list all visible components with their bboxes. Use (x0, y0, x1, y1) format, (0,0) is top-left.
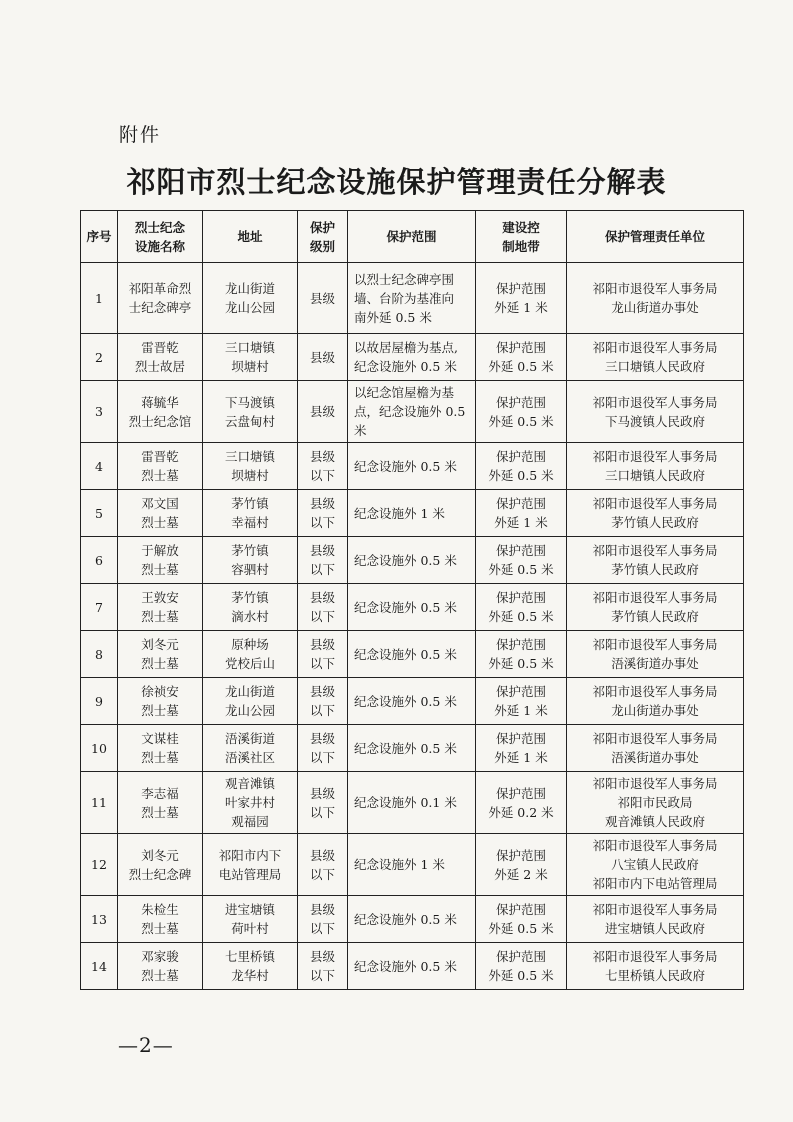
cell-protection-level: 县级 以下 (298, 772, 348, 834)
cell-construction-control-zone: 保护范围 外延 1 米 (476, 678, 567, 725)
cell-construction-control-zone: 保护范围 外延 0.5 米 (476, 334, 567, 381)
cell-construction-control-zone: 保护范围 外延 2 米 (476, 834, 567, 896)
cell-protection-level: 县级 (298, 263, 348, 334)
cell-facility-name: 祁阳革命烈 士纪念碑亭 (118, 263, 203, 334)
cell-protection-scope: 纪念设施外 0.5 米 (348, 678, 476, 725)
cell-address: 观音滩镇 叶家井村 观福园 (203, 772, 298, 834)
cell-construction-control-zone: 保护范围 外延 0.5 米 (476, 537, 567, 584)
cell-protection-level: 县级 (298, 381, 348, 443)
table-row (81, 334, 744, 381)
document-title: 祁阳市烈士纪念设施保护管理责任分解表 (126, 165, 667, 199)
cell-protection-scope: 纪念设施外 1 米 (348, 490, 476, 537)
cell-protection-level: 县级 以下 (298, 443, 348, 490)
cell-protection-level: 县级 以下 (298, 490, 348, 537)
cell-responsible-unit: 祁阳市退役军人事务局 七里桥镇人民政府 (567, 943, 744, 990)
cell-protection-level: 县级 (298, 334, 348, 381)
header-protection-level: 保护 级别 (298, 211, 348, 263)
cell-responsible-unit: 祁阳市退役军人事务局 茅竹镇人民政府 (567, 584, 744, 631)
cell-address: 七里桥镇 龙华村 (203, 943, 298, 990)
cell-responsible-unit: 祁阳市退役军人事务局 祁阳市民政局 观音滩镇人民政府 (567, 772, 744, 834)
header-protection-scope: 保护范围 (348, 211, 476, 263)
cell-serial-number: 2 (81, 334, 118, 381)
header-responsible-unit: 保护管理责任单位 (567, 211, 744, 263)
cell-protection-scope: 纪念设施外 0.5 米 (348, 631, 476, 678)
cell-responsible-unit: 祁阳市退役军人事务局 进宝塘镇人民政府 (567, 896, 744, 943)
cell-serial-number: 3 (81, 381, 118, 443)
cell-serial-number: 7 (81, 584, 118, 631)
table-row (81, 631, 744, 678)
cell-protection-scope: 纪念设施外 0.5 米 (348, 725, 476, 772)
cell-facility-name: 邓文国 烈士墓 (118, 490, 203, 537)
table-row (81, 834, 744, 896)
cell-responsible-unit: 祁阳市退役军人事务局 三口塘镇人民政府 (567, 443, 744, 490)
cell-protection-scope: 以纪念馆屋檐为基 点，纪念设施外 0.5 米 (348, 381, 476, 443)
cell-protection-level: 县级 以下 (298, 834, 348, 896)
cell-serial-number: 14 (81, 943, 118, 990)
cell-protection-level: 县级 以下 (298, 725, 348, 772)
table-row (81, 490, 744, 537)
header-address: 地址 (203, 211, 298, 263)
cell-address: 茅竹镇 滴水村 (203, 584, 298, 631)
cell-protection-scope: 纪念设施外 0.5 米 (348, 943, 476, 990)
cell-address: 祁阳市内下 电站管理局 (203, 834, 298, 896)
header-facility-name: 烈士纪念 设施名称 (118, 211, 203, 263)
cell-facility-name: 蒋毓华 烈士纪念馆 (118, 381, 203, 443)
cell-construction-control-zone: 保护范围 外延 0.5 米 (476, 584, 567, 631)
table-row (81, 584, 744, 631)
cell-protection-level: 县级 以下 (298, 678, 348, 725)
cell-responsible-unit: 祁阳市退役军人事务局 下马渡镇人民政府 (567, 381, 744, 443)
cell-construction-control-zone: 保护范围 外延 0.5 米 (476, 381, 567, 443)
cell-responsible-unit: 祁阳市退役军人事务局 浯溪街道办事处 (567, 631, 744, 678)
cell-facility-name: 刘冬元 烈士纪念碑 (118, 834, 203, 896)
cell-construction-control-zone: 保护范围 外延 0.5 米 (476, 631, 567, 678)
cell-facility-name: 王敦安 烈士墓 (118, 584, 203, 631)
cell-responsible-unit: 祁阳市退役军人事务局 茅竹镇人民政府 (567, 490, 744, 537)
cell-responsible-unit: 祁阳市退役军人事务局 龙山街道办事处 (567, 678, 744, 725)
cell-address: 浯溪街道 浯溪社区 (203, 725, 298, 772)
table-header-row (81, 211, 744, 263)
cell-facility-name: 雷晋乾 烈士墓 (118, 443, 203, 490)
cell-construction-control-zone: 保护范围 外延 0.5 米 (476, 443, 567, 490)
cell-protection-level: 县级 以下 (298, 896, 348, 943)
table-row (81, 943, 744, 990)
table-row (81, 537, 744, 584)
cell-protection-scope: 纪念设施外 1 米 (348, 834, 476, 896)
cell-responsible-unit: 祁阳市退役军人事务局 龙山街道办事处 (567, 263, 744, 334)
table-row (81, 772, 744, 834)
cell-serial-number: 12 (81, 834, 118, 896)
cell-protection-scope: 纪念设施外 0.5 米 (348, 584, 476, 631)
cell-protection-scope: 以烈士纪念碑亭围 墙、台阶为基准向 南外延 0.5 米 (348, 263, 476, 334)
cell-address: 进宝塘镇 荷叶村 (203, 896, 298, 943)
cell-serial-number: 13 (81, 896, 118, 943)
cell-protection-scope: 纪念设施外 0.5 米 (348, 896, 476, 943)
table-row (81, 443, 744, 490)
cell-serial-number: 1 (81, 263, 118, 334)
cell-serial-number: 6 (81, 537, 118, 584)
cell-facility-name: 徐祯安 烈士墓 (118, 678, 203, 725)
responsibility-table (80, 210, 744, 990)
cell-protection-level: 县级 以下 (298, 943, 348, 990)
table-row (81, 678, 744, 725)
cell-facility-name: 李志福 烈士墓 (118, 772, 203, 834)
cell-serial-number: 11 (81, 772, 118, 834)
attachment-label: 附件 (119, 124, 162, 146)
table-body (81, 263, 744, 990)
page-number: —2— (118, 1033, 174, 1057)
cell-construction-control-zone: 保护范围 外延 0.5 米 (476, 943, 567, 990)
header-serial-number: 序号 (81, 211, 118, 263)
table-row (81, 725, 744, 772)
cell-address: 茅竹镇 容驷村 (203, 537, 298, 584)
cell-facility-name: 邓家骏 烈士墓 (118, 943, 203, 990)
cell-serial-number: 5 (81, 490, 118, 537)
cell-serial-number: 10 (81, 725, 118, 772)
cell-serial-number: 8 (81, 631, 118, 678)
cell-address: 茅竹镇 幸福村 (203, 490, 298, 537)
cell-address: 三口塘镇 坝塘村 (203, 443, 298, 490)
cell-facility-name: 雷晋乾 烈士故居 (118, 334, 203, 381)
header-construction-control-zone: 建设控 制地带 (476, 211, 567, 263)
table-row (81, 263, 744, 334)
cell-address: 三口塘镇 坝塘村 (203, 334, 298, 381)
cell-construction-control-zone: 保护范围 外延 0.5 米 (476, 896, 567, 943)
cell-construction-control-zone: 保护范围 外延 1 米 (476, 263, 567, 334)
cell-serial-number: 4 (81, 443, 118, 490)
cell-responsible-unit: 祁阳市退役军人事务局 茅竹镇人民政府 (567, 537, 744, 584)
table-row (81, 896, 744, 943)
cell-serial-number: 9 (81, 678, 118, 725)
cell-construction-control-zone: 保护范围 外延 1 米 (476, 725, 567, 772)
cell-facility-name: 于解放 烈士墓 (118, 537, 203, 584)
cell-protection-scope: 以故居屋檐为基点, 纪念设施外 0.5 米 (348, 334, 476, 381)
table-row (81, 381, 744, 443)
cell-address: 龙山街道 龙山公园 (203, 263, 298, 334)
cell-address: 龙山街道 龙山公园 (203, 678, 298, 725)
cell-protection-level: 县级 以下 (298, 584, 348, 631)
cell-address: 原种场 党校后山 (203, 631, 298, 678)
cell-construction-control-zone: 保护范围 外延 1 米 (476, 490, 567, 537)
cell-facility-name: 刘冬元 烈士墓 (118, 631, 203, 678)
cell-construction-control-zone: 保护范围 外延 0.2 米 (476, 772, 567, 834)
cell-responsible-unit: 祁阳市退役军人事务局 三口塘镇人民政府 (567, 334, 744, 381)
cell-protection-level: 县级 以下 (298, 537, 348, 584)
cell-facility-name: 文谋桂 烈士墓 (118, 725, 203, 772)
cell-protection-scope: 纪念设施外 0.5 米 (348, 443, 476, 490)
cell-address: 下马渡镇 云盘甸村 (203, 381, 298, 443)
cell-protection-scope: 纪念设施外 0.5 米 (348, 537, 476, 584)
cell-facility-name: 朱检生 烈士墓 (118, 896, 203, 943)
cell-protection-scope: 纪念设施外 0.1 米 (348, 772, 476, 834)
cell-protection-level: 县级 以下 (298, 631, 348, 678)
cell-responsible-unit: 祁阳市退役军人事务局 浯溪街道办事处 (567, 725, 744, 772)
cell-responsible-unit: 祁阳市退役军人事务局 八宝镇人民政府 祁阳市内下电站管理局 (567, 834, 744, 896)
